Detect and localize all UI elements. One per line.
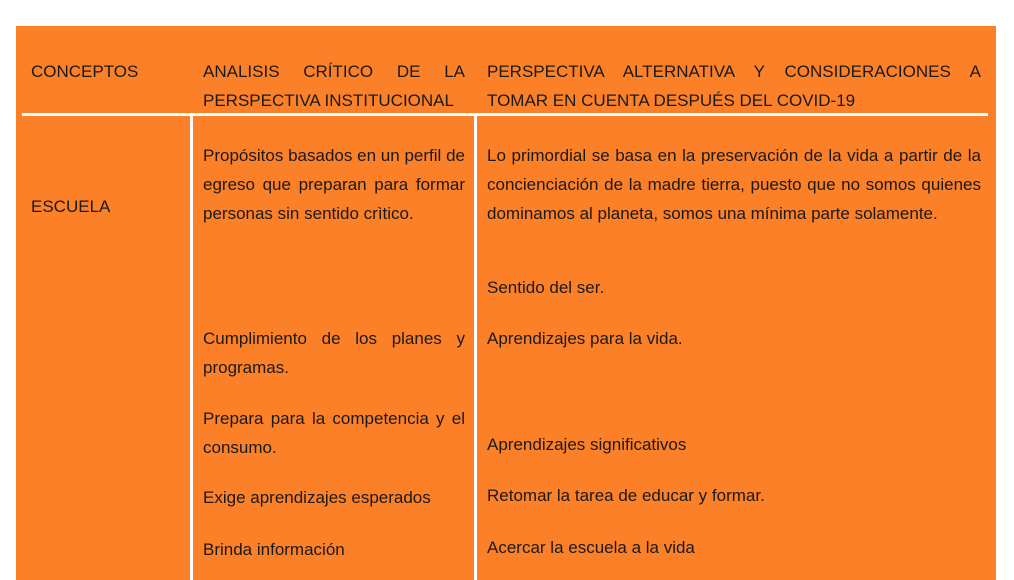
analisis-item: Brinda información — [203, 540, 345, 559]
column-divider-1 — [190, 116, 193, 580]
analisis-item: Propósitos basados en un perfil de egreso que preparan para formar personas sin sentido crìtico. — [203, 146, 465, 223]
perspectiva-item: Aprendizajes para la vida. — [487, 329, 683, 348]
analisis-item: Prepara para la competencia y el consumo. — [203, 409, 465, 457]
header-conceptos: CONCEPTOS — [31, 62, 139, 81]
analisis-item: Exige aprendizajes esperados — [203, 488, 431, 507]
perspectiva-item: Aprendizajes significativos — [487, 435, 687, 454]
perspectiva-item: Lo primordial se basa en la preservación de la vida a partir de la concienciación de la madre tierra, puesto que no somos quienes dominamos al planeta, somos una mínima parte solamente. — [487, 146, 981, 223]
column-divider-2 — [474, 116, 477, 580]
row-label-escuela: ESCUELA — [31, 197, 111, 216]
perspectiva-item: Retomar la tarea de educar y formar. — [487, 486, 765, 505]
analisis-item: Cumplimiento de los planes y programas. — [203, 329, 465, 377]
header-perspectiva-alternativa: PERSPECTIVA ALTERNATIVA Y CONSIDERACIONES A TOMAR EN CUENTA DESPUÉS DEL COVID-19 — [487, 62, 981, 110]
header-analisis-critico: ANALISIS CRÍTICO DE LA PERSPECTIVA INSTITUCIONAL — [203, 62, 465, 110]
perspectiva-item: Acercar la escuela a la vida — [487, 538, 695, 557]
perspectiva-item: Sentido del ser. — [487, 278, 605, 297]
